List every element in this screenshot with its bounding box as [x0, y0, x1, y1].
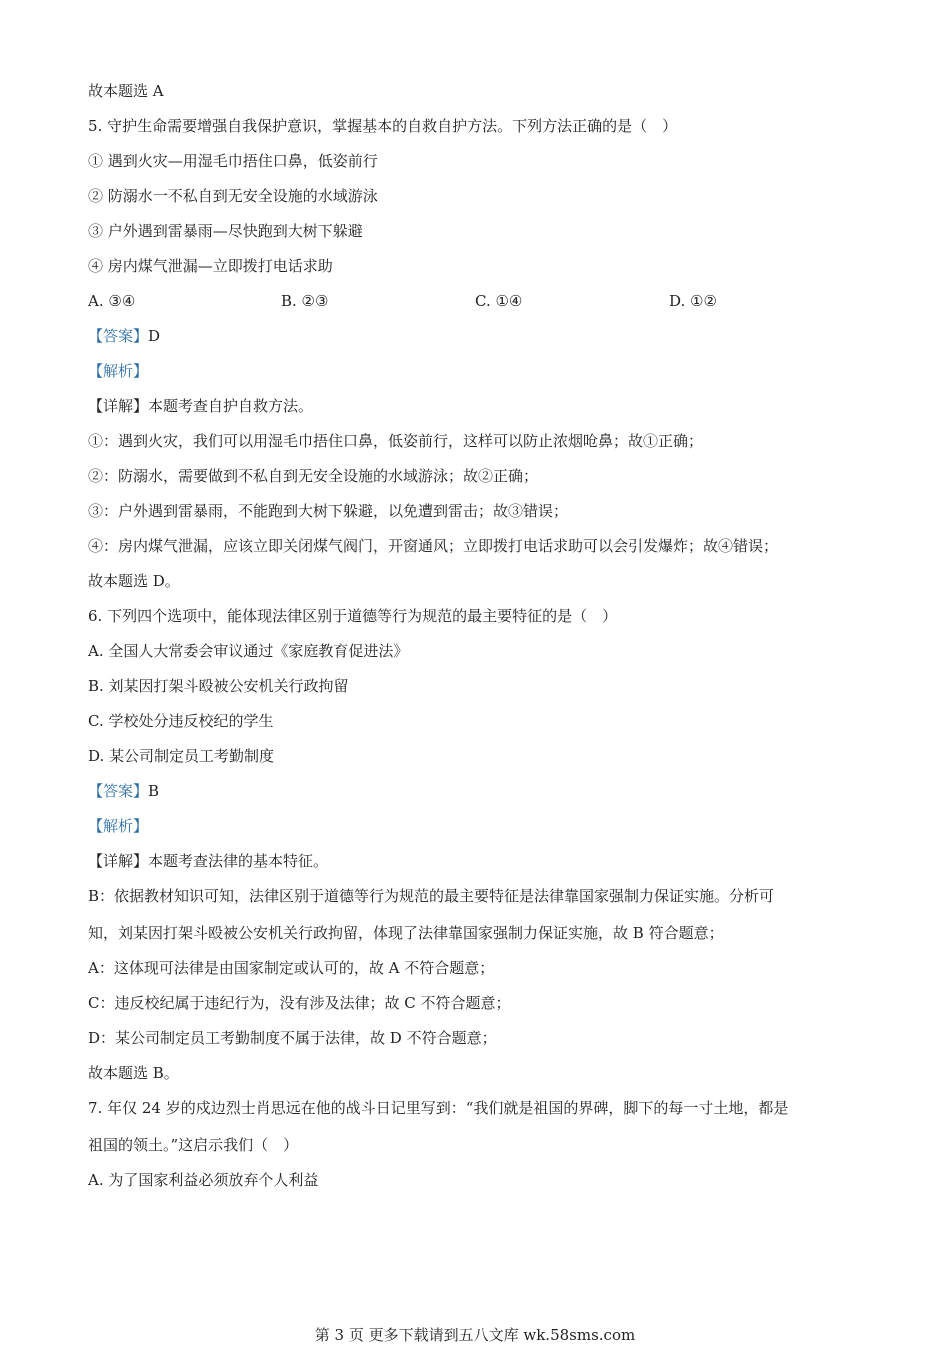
answer-tag: 【答案】: [88, 782, 149, 800]
page-footer: 第 3 页 更多下载请到五八文库 wk.58sms.com: [314, 1326, 636, 1344]
q6-answer: [88, 781, 159, 801]
q6-detail-line: C：违反校纪属于违纪行为，没有涉及法律；故 C 不符合题意；: [88, 994, 511, 1012]
question-5-stem: 5. 守护生命需要增强自我保护意识，掌握基本的自救自护方法。下列方法正确的是（ ）: [88, 117, 678, 135]
q5-detail-line: ②：防溺水，需要做到不私自到无安全设施的水域游泳；故②正确；: [88, 467, 539, 485]
q5-option-b: B. ②③: [281, 292, 329, 310]
answer-tag: 【答案】: [88, 327, 149, 345]
q5-statement-3: ③ 户外遇到雷暴雨—尽快跑到大树下躲避: [88, 222, 363, 240]
q5-statement-2: ② 防溺水一不私自到无安全设施的水域游泳: [88, 187, 378, 205]
q5-option-d: D. ①②: [669, 292, 717, 310]
q5-statement-1: ① 遇到火灾—用湿毛巾捂住口鼻，低姿前行: [88, 152, 378, 170]
q6-detail-line: 【详解】本题考查法律的基本特征。: [88, 852, 329, 870]
q5-detail-line: ①：遇到火灾，我们可以用湿毛巾捂住口鼻，低姿前行，这样可以防止浓烟呛鼻；故①正确；: [88, 432, 704, 450]
answer-value: D: [148, 327, 161, 345]
q6-detail-line: D：某公司制定员工考勤制度不属于法律，故 D 不符合题意；: [88, 1029, 497, 1047]
q6-detail-line: A：这体现可法律是由国家制定或认可的，故 A 不符合题意；: [88, 959, 495, 977]
q6-analysis-tag: 【解析】: [88, 817, 149, 835]
q6-detail-line: 知，刘某因打架斗殴被公安机关行政拘留，体现了法律靠国家强制力保证实施，故 B 符合题意；: [88, 924, 724, 942]
q5-analysis-tag: 【解析】: [88, 362, 149, 380]
question-7-stem: 7. 年仅 24 岁的戍边烈士肖思远在他的战斗日记里写到：“我们就是祖国的界碑，脚下的每一寸土地，都是: [88, 1099, 789, 1117]
text-line: 故本题选 A: [88, 82, 164, 100]
question-7-stem-cont: 祖国的领土。”这启示我们（ ）: [88, 1136, 299, 1154]
question-6-stem: 6. 下列四个选项中，能体现法律区别于道德等行为规范的最主要特征的是（ ）: [88, 607, 618, 625]
q6-detail-line: B：依据教材知识可知，法律区别于道德等行为规范的最主要特征是法律靠国家强制力保证实施。分析可: [88, 887, 775, 905]
q5-option-a: A. ③④: [88, 292, 136, 310]
q5-answer: [88, 326, 160, 346]
q5-detail-line: ③：户外遇到雷暴雨，不能跑到大树下躲避，以免遭到雷击；故③错误；: [88, 502, 569, 520]
q6-option-b: B. 刘某因打架斗殴被公安机关行政拘留: [88, 677, 349, 695]
answer-value: B: [148, 782, 160, 800]
q6-detail-line: 故本题选 B。: [88, 1064, 179, 1082]
q7-option-a: A. 为了国家利益必须放弃个人利益: [88, 1171, 319, 1189]
q6-option-c: C. 学校处分违反校纪的学生: [88, 712, 274, 730]
q6-option-d: D. 某公司制定员工考勤制度: [88, 747, 275, 765]
q5-option-c: C. ①④: [475, 292, 523, 310]
q5-detail-line: 【详解】本题考查自护自救方法。: [88, 397, 314, 415]
q6-option-a: A. 全国人大常委会审议通过《家庭教育促进法》: [88, 642, 409, 660]
q5-detail-line: ④：房内煤气泄漏，应该立即关闭煤气阀门，开窗通风；立即拨打电话求助可以会引发爆炸；故④错误；: [88, 537, 779, 555]
q5-statement-4: ④ 房内煤气泄漏—立即拨打电话求助: [88, 257, 333, 275]
q5-detail-line: 故本题选 D。: [88, 572, 180, 590]
q5-options: [88, 291, 878, 311]
